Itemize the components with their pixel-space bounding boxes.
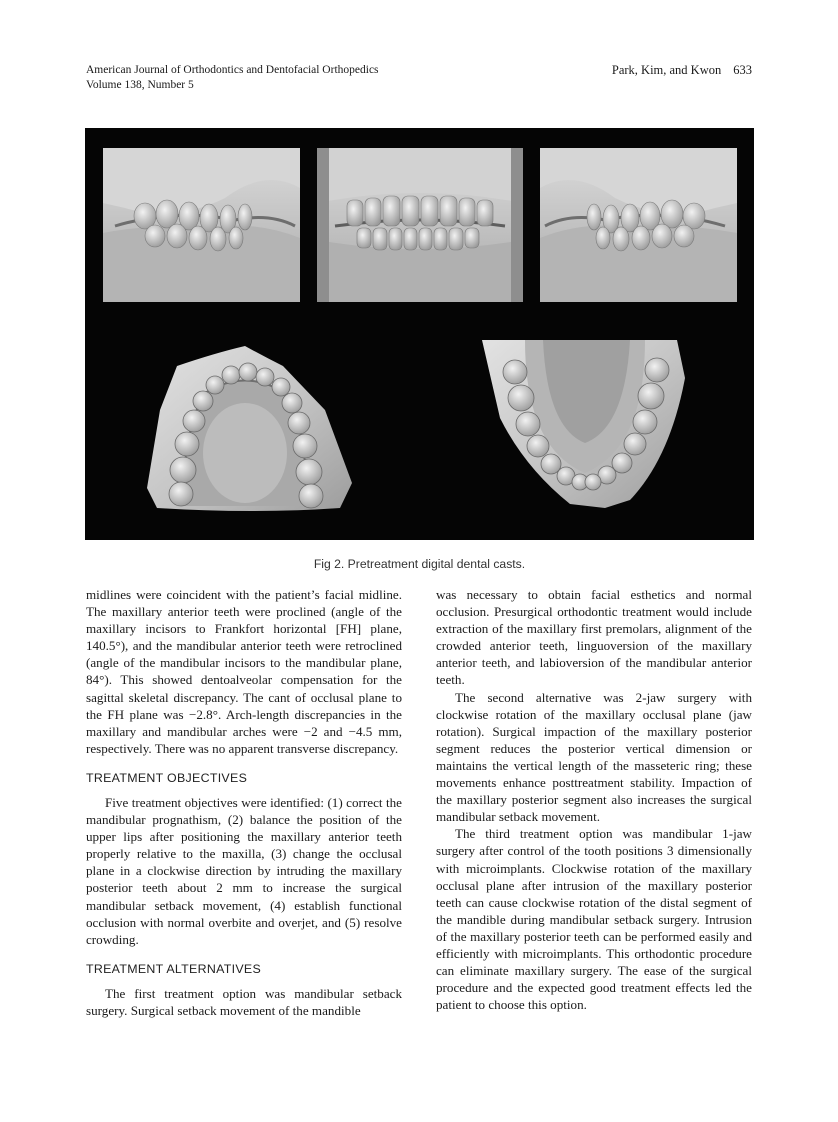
running-header-left [86, 63, 379, 93]
paragraph: Five treatment objectives were identified: (1) correct the mandibular prognathism, (2) balance the position of the upper lips after positioning the maxillary anterior teeth properly relative to the maxilla, (3) change the occlusal plane in a clockwise direction by intruding the maxillary posterior teeth about 2 mm to increase the surgical mandibular setback movement, (4) establish functional occlusion with normal overbite and overjet, and (5) resolve crowding. [86, 794, 402, 947]
paragraph: The first treatment option was mandibular setback surgery. Surgical setback movement of the mandible [86, 985, 402, 1018]
paragraph: The second alternative was 2-jaw surgery with clockwise rotation of the maxillary occlusal plane (jaw rotation). Surgical impaction of the maxillary posterior segment reduces the posterior vertical dimension or maintains the vertical length of the masseteric ring; these movements enhance posttreatment stability. Impaction of the maxillary posterior segment also increases the surgical mandibular setback movement. [436, 689, 752, 825]
dental-casts-figure [85, 128, 754, 540]
author-names: Park, Kim, and Kwon [611, 63, 722, 77]
right-lateral-cast-image [103, 148, 300, 302]
running-header-right [612, 63, 752, 78]
mandibular-occlusal-cast-image [482, 340, 685, 508]
paragraph: was necessary to obtain facial esthetics and normal occlusion. Presurgical orthodontic treatment would include extraction of the maxillary first premolars, alignment of the crowded anterior teeth, linguoversion of the maxillary anterior teeth, and labioversion of the mandibular anterior teeth. [436, 587, 752, 688]
journal-volume: Volume 138, Number 5 [86, 79, 194, 91]
section-heading-treatment-alternatives: TREATMENT ALTERNATIVES [86, 961, 262, 976]
section-heading-treatment-objectives: TREATMENT OBJECTIVES [86, 770, 248, 785]
paragraph: midlines were coincident with the patient’s facial midline. The maxillary anterior teeth were proclined (angle of the maxillary incisors to Frankfort horizontal [FH] plane, 140.5°), and the mandibular anterior teeth were retroclined (angle of the mandibular incisors to the mandibular plane, 84°). This showed dentoalveolar compensation for the sagittal skeletal discrepancy. The cant of occlusal plane to the FH plane was −2.8°. Arch-length discrepancies in the maxillary and mandibular arches were −2 and −4.5 mm, respectively. There was no apparent transverse discrepancy. [86, 587, 402, 756]
maxillary-occlusal-cast-image [147, 346, 352, 511]
frontal-cast-image [317, 148, 523, 302]
paragraph: The third treatment option was mandibular 1-jaw surgery after control of the tooth positions 3 dimensionally with microimplants. Clockwise rotation of the maxillary occlusal plane after intrusion of the maxillary posterior teeth can cause clockwise rotation of the distal segment of the mandible during mandibular setback surgery. Intrusion of the maxillary posterior teeth can be performed easily and efficiently with microimplants. This orthodontic procedure can eliminate maxillary surgery. The ease of the surgical procedure and the expected good treatment effects led the patient to choose this option. [436, 826, 752, 1013]
left-text-column [86, 586, 402, 1019]
page-number: 633 [733, 63, 752, 77]
journal-title: American Journal of Orthodontics and Dentofacial Orthopedics [86, 64, 379, 76]
figure-caption: Fig 2. Pretreatment digital dental casts. [313, 557, 526, 571]
right-text-column [436, 586, 752, 1013]
left-lateral-cast-image [540, 148, 737, 302]
